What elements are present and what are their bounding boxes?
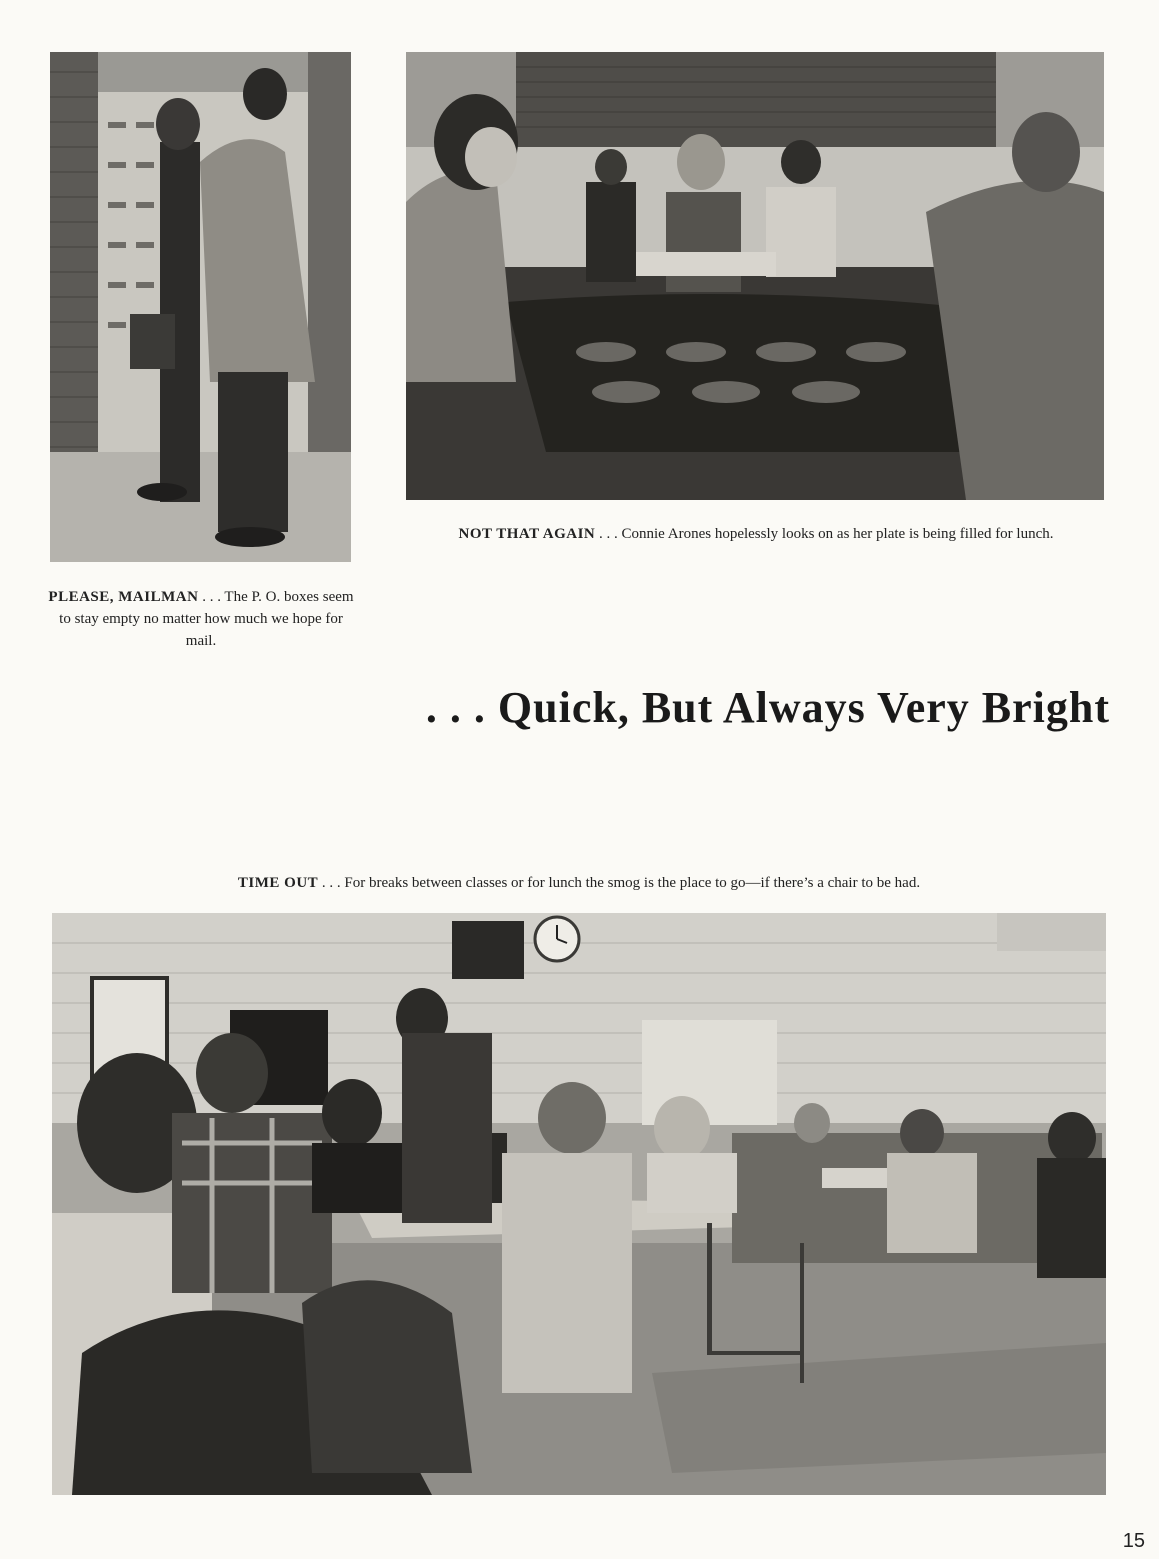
caption-lunch [406, 523, 1106, 545]
photo-smog [52, 913, 1106, 1495]
caption-mailman-text: . . . The P. O. boxes seem to stay empty no matter how much we hope for mail. [59, 589, 354, 649]
caption-mailman [48, 586, 354, 652]
photo-smog-illustration [52, 913, 1106, 1495]
page-headline: . . . Quick, But Always Very Bright [425, 683, 1110, 732]
caption-smog-text: . . . For breaks between classes or for lunch the smog is the place to go—if there’s a chair to be had. [318, 875, 921, 891]
caption-smog [52, 872, 1106, 894]
caption-lunch-text: . . . Connie Arones hopelessly looks on as her plate is being filled for lunch. [595, 526, 1054, 542]
page-number: 15 [1122, 1530, 1145, 1552]
photo-lunch [406, 52, 1104, 500]
photo-lunch-illustration [406, 52, 1104, 500]
caption-smog-lead: TIME OUT [237, 875, 319, 891]
photo-mailman-illustration [50, 52, 351, 562]
photo-mailman [50, 52, 351, 562]
caption-mailman-lead: PLEASE, MAILMAN [48, 589, 199, 605]
caption-lunch-lead: NOT THAT AGAIN [458, 526, 596, 542]
